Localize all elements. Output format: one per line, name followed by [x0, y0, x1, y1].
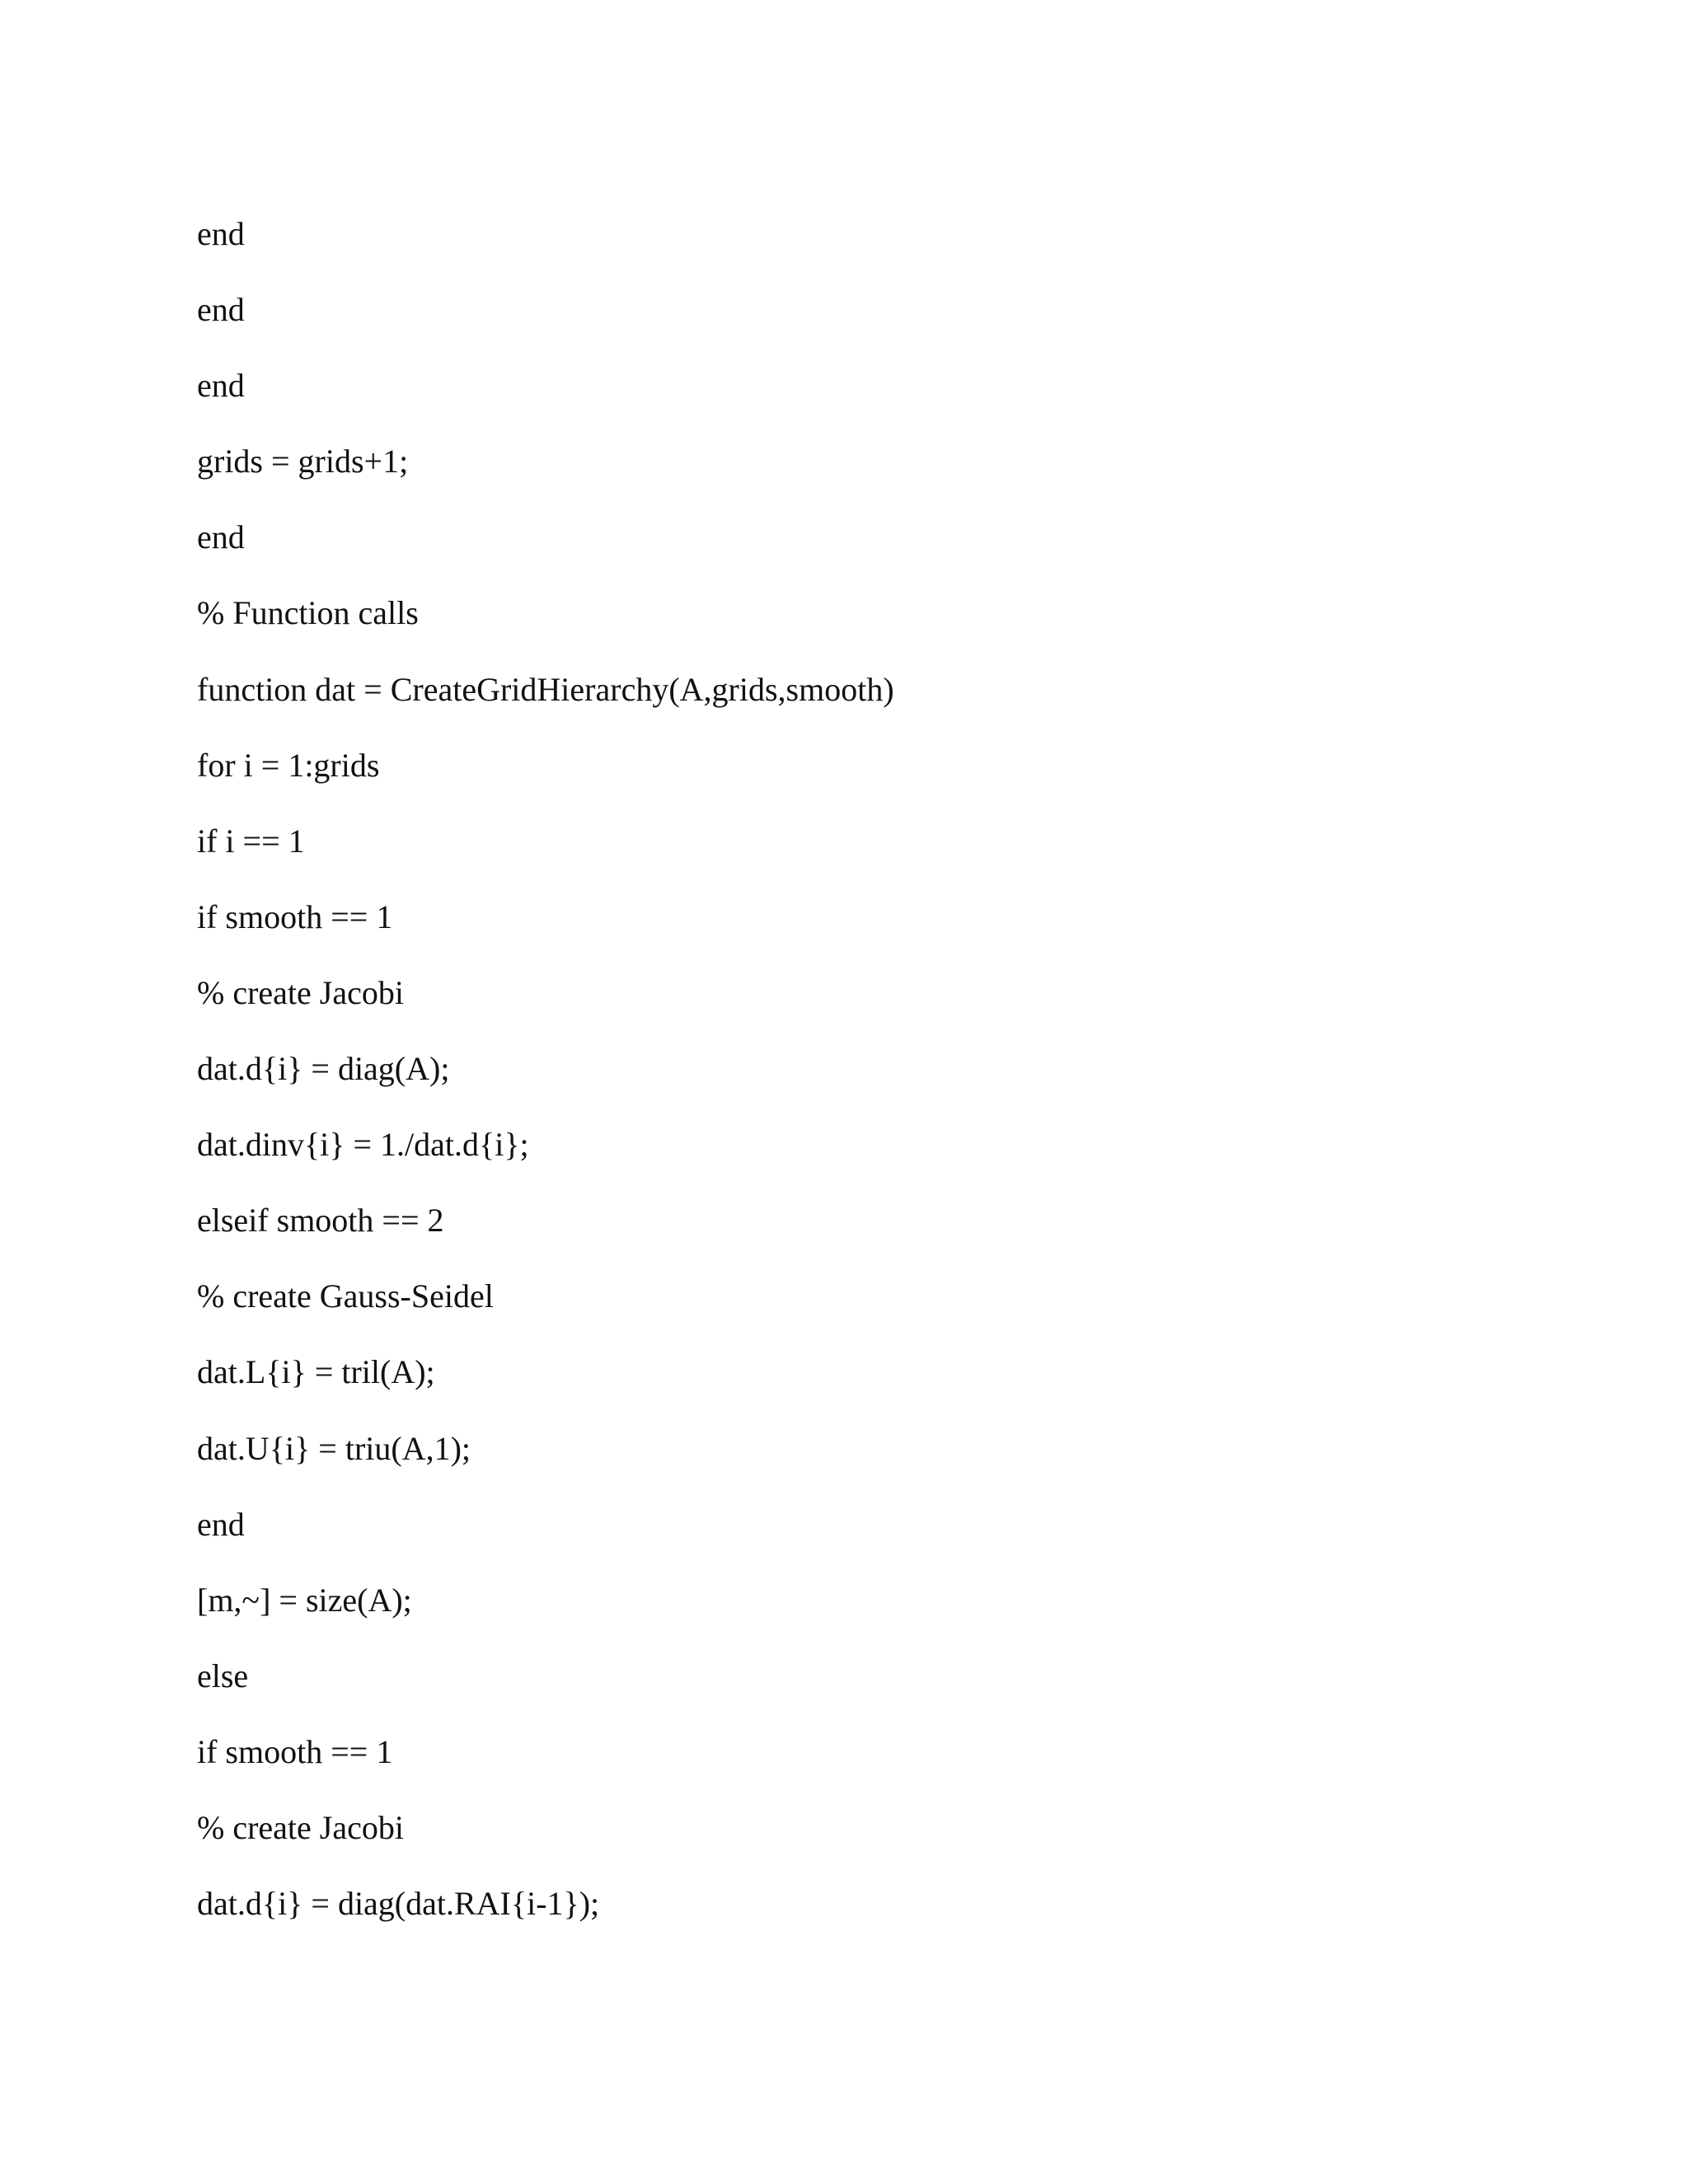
code-listing	[197, 196, 894, 1942]
code-line: end	[197, 518, 245, 556]
code-line: if smooth == 1	[197, 898, 393, 935]
code-comment-line: % create Gauss-Seidel	[197, 1277, 494, 1315]
code-comment-line: % create Jacobi	[197, 973, 404, 1011]
code-line: if i == 1	[197, 822, 305, 860]
code-line: dat.d{i} = diag(A);	[197, 1050, 450, 1088]
code-line: dat.d{i} = diag(dat.RAI{i-1});	[197, 1885, 600, 1923]
code-line: if smooth == 1	[197, 1732, 393, 1770]
code-line: end	[197, 367, 245, 405]
code-line: else	[197, 1657, 249, 1694]
code-line: dat.L{i} = tril(A);	[197, 1353, 435, 1391]
code-line: end	[197, 291, 245, 329]
code-line: end	[197, 215, 245, 252]
code-comment-line: % Function calls	[197, 594, 419, 632]
code-line: [m,~] = size(A);	[197, 1581, 412, 1619]
code-line: dat.U{i} = triu(A,1);	[197, 1429, 471, 1467]
code-line: elseif smooth == 2	[197, 1202, 444, 1240]
code-line: function dat = CreateGridHierarchy(A,grids,smooth)	[197, 670, 894, 708]
code-line: end	[197, 1505, 245, 1543]
code-line: grids = grids+1;	[197, 443, 409, 480]
code-line: dat.dinv{i} = 1./dat.d{i};	[197, 1126, 529, 1164]
code-comment-line: % create Jacobi	[197, 1808, 404, 1846]
code-line: for i = 1:grids	[197, 746, 380, 784]
